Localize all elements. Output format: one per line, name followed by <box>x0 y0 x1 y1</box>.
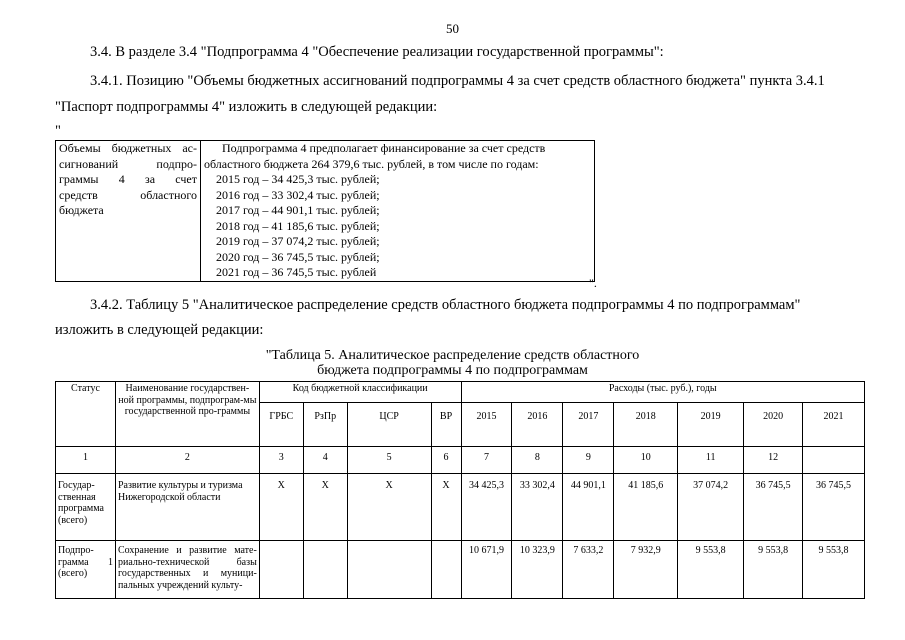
row-value: 41 185,6 <box>614 474 678 541</box>
row-code: X <box>303 474 347 541</box>
column-number: 3 <box>259 447 303 474</box>
passport-year-line: 2021 год – 36 745,5 тыс. рублей <box>216 265 377 279</box>
row-value: 36 745,5 <box>803 474 865 541</box>
column-number: 6 <box>431 447 461 474</box>
column-number: 8 <box>512 447 563 474</box>
passport-intro-line2: областного бюджета 264 379,6 тыс. рублей, в том числе по годам: <box>204 156 539 171</box>
header-year: 2020 <box>744 403 803 447</box>
header-year: 2016 <box>512 403 563 447</box>
header-name: Наименование государствен-ной программы, подпрограм-мы государственной про-граммы <box>115 382 259 447</box>
row-code: X <box>259 474 303 541</box>
passport-year-line: 2019 год – 37 074,2 тыс. рублей; <box>216 234 380 248</box>
header-row <box>56 382 865 403</box>
page-number: 50 <box>446 21 459 36</box>
passport-year-line: 2015 год – 34 425,3 тыс. рублей; <box>216 172 380 186</box>
row-code <box>347 541 431 599</box>
column-number: 9 <box>563 447 614 474</box>
row-value: 9 553,8 <box>744 541 803 599</box>
table-title-line1: "Таблица 5. Аналитическое распределение средств областного <box>265 348 640 363</box>
header-year: 2015 <box>461 403 512 447</box>
passport-intro-line1: Подпрограмма 4 предполагает финансирование за счет средств <box>222 141 546 155</box>
open-quote: " <box>55 123 61 139</box>
table-row <box>56 541 865 599</box>
paragraph-3-4: 3.4. В разделе 3.4 "Подпрограмма 4 "Обеспечение реализации государственной программы": <box>90 44 664 60</box>
column-number: 11 <box>678 447 744 474</box>
row-value: 37 074,2 <box>678 474 744 541</box>
paragraph-3-4-1-line1: 3.4.1. Позицию "Объемы бюджетных ассигнований подпрограммы 4 за счет средств областного бюджета" пункта 3.4.1 <box>90 73 825 89</box>
passport-right-cell <box>201 141 595 282</box>
row-value: 7 932,9 <box>614 541 678 599</box>
row-value: 33 302,4 <box>512 474 563 541</box>
row-value: 9 553,8 <box>678 541 744 599</box>
row-value: 44 901,1 <box>563 474 614 541</box>
row-code: X <box>431 474 461 541</box>
paragraph-3-4-1-line2: "Паспорт подпрограммы 4" изложить в следующей редакции: <box>55 99 438 115</box>
passport-year-line: 2016 год – 33 302,4 тыс. рублей; <box>216 187 380 202</box>
passport-table <box>55 140 595 282</box>
passport-left-line: бюджета <box>59 203 104 217</box>
table-title-line2: бюджета подпрограммы 4 по подпрограммам <box>317 363 588 378</box>
header-vr: ВР <box>431 403 461 447</box>
column-number: 10 <box>614 447 678 474</box>
column-number: 4 <box>303 447 347 474</box>
passport-left-line: граммы 4 за счет <box>59 172 197 186</box>
paragraph-3-4-2-line2: изложить в следующей редакции: <box>55 322 264 338</box>
header-code: Код бюджетной классификации <box>259 382 461 403</box>
row-value: 7 633,2 <box>563 541 614 599</box>
header-year: 2019 <box>678 403 744 447</box>
column-number-row <box>56 447 865 474</box>
row-code <box>303 541 347 599</box>
header-expenses: Расходы (тыс. руб.), годы <box>461 382 865 403</box>
column-number: 12 <box>744 447 803 474</box>
header-year: 2021 <box>803 403 865 447</box>
column-number: 7 <box>461 447 512 474</box>
row-name: Сохранение и развитие мате-риально-технической базы государственных и муници-пальных учреждений культу- <box>115 541 259 599</box>
row-status: Государ-ственная программа (всего) <box>56 474 116 541</box>
passport-left-line: Объемы бюджетных ас- <box>59 141 197 155</box>
column-number: 1 <box>56 447 116 474</box>
passport-left-cell <box>56 141 201 282</box>
row-value: 34 425,3 <box>461 474 512 541</box>
passport-left-line: сигнований подпро- <box>59 156 197 171</box>
passport-year-line: 2017 год – 44 901,1 тыс. рублей; <box>216 203 380 217</box>
row-name: Развитие культуры и туризма Нижегородской области <box>115 474 259 541</box>
close-quote: ". <box>589 276 597 290</box>
row-value: 10 323,9 <box>512 541 563 599</box>
row-value: 9 553,8 <box>803 541 865 599</box>
header-year: 2017 <box>563 403 614 447</box>
column-number: 2 <box>115 447 259 474</box>
row-code <box>259 541 303 599</box>
table-row <box>56 474 865 541</box>
header-status: Статус <box>56 382 116 447</box>
row-status: Подпро-грамма 1 (всего) <box>56 541 116 599</box>
row-code <box>431 541 461 599</box>
paragraph-3-4-2-line1: 3.4.2. Таблицу 5 "Аналитическое распределение средств областного бюджета подпрограммы 4 по подпрограммам" <box>90 297 801 313</box>
header-rzpr: РзПр <box>303 403 347 447</box>
passport-left-line: средств областного <box>59 187 197 202</box>
row-code: X <box>347 474 431 541</box>
header-year: 2018 <box>614 403 678 447</box>
row-value: 36 745,5 <box>744 474 803 541</box>
passport-year-line: 2018 год – 41 185,6 тыс. рублей; <box>216 218 380 233</box>
header-csr: ЦСР <box>347 403 431 447</box>
row-value: 10 671,9 <box>461 541 512 599</box>
column-number <box>803 447 865 474</box>
column-number: 5 <box>347 447 431 474</box>
header-grbs: ГРБС <box>259 403 303 447</box>
distribution-table <box>55 381 865 599</box>
passport-year-line: 2020 год – 36 745,5 тыс. рублей; <box>216 249 380 264</box>
